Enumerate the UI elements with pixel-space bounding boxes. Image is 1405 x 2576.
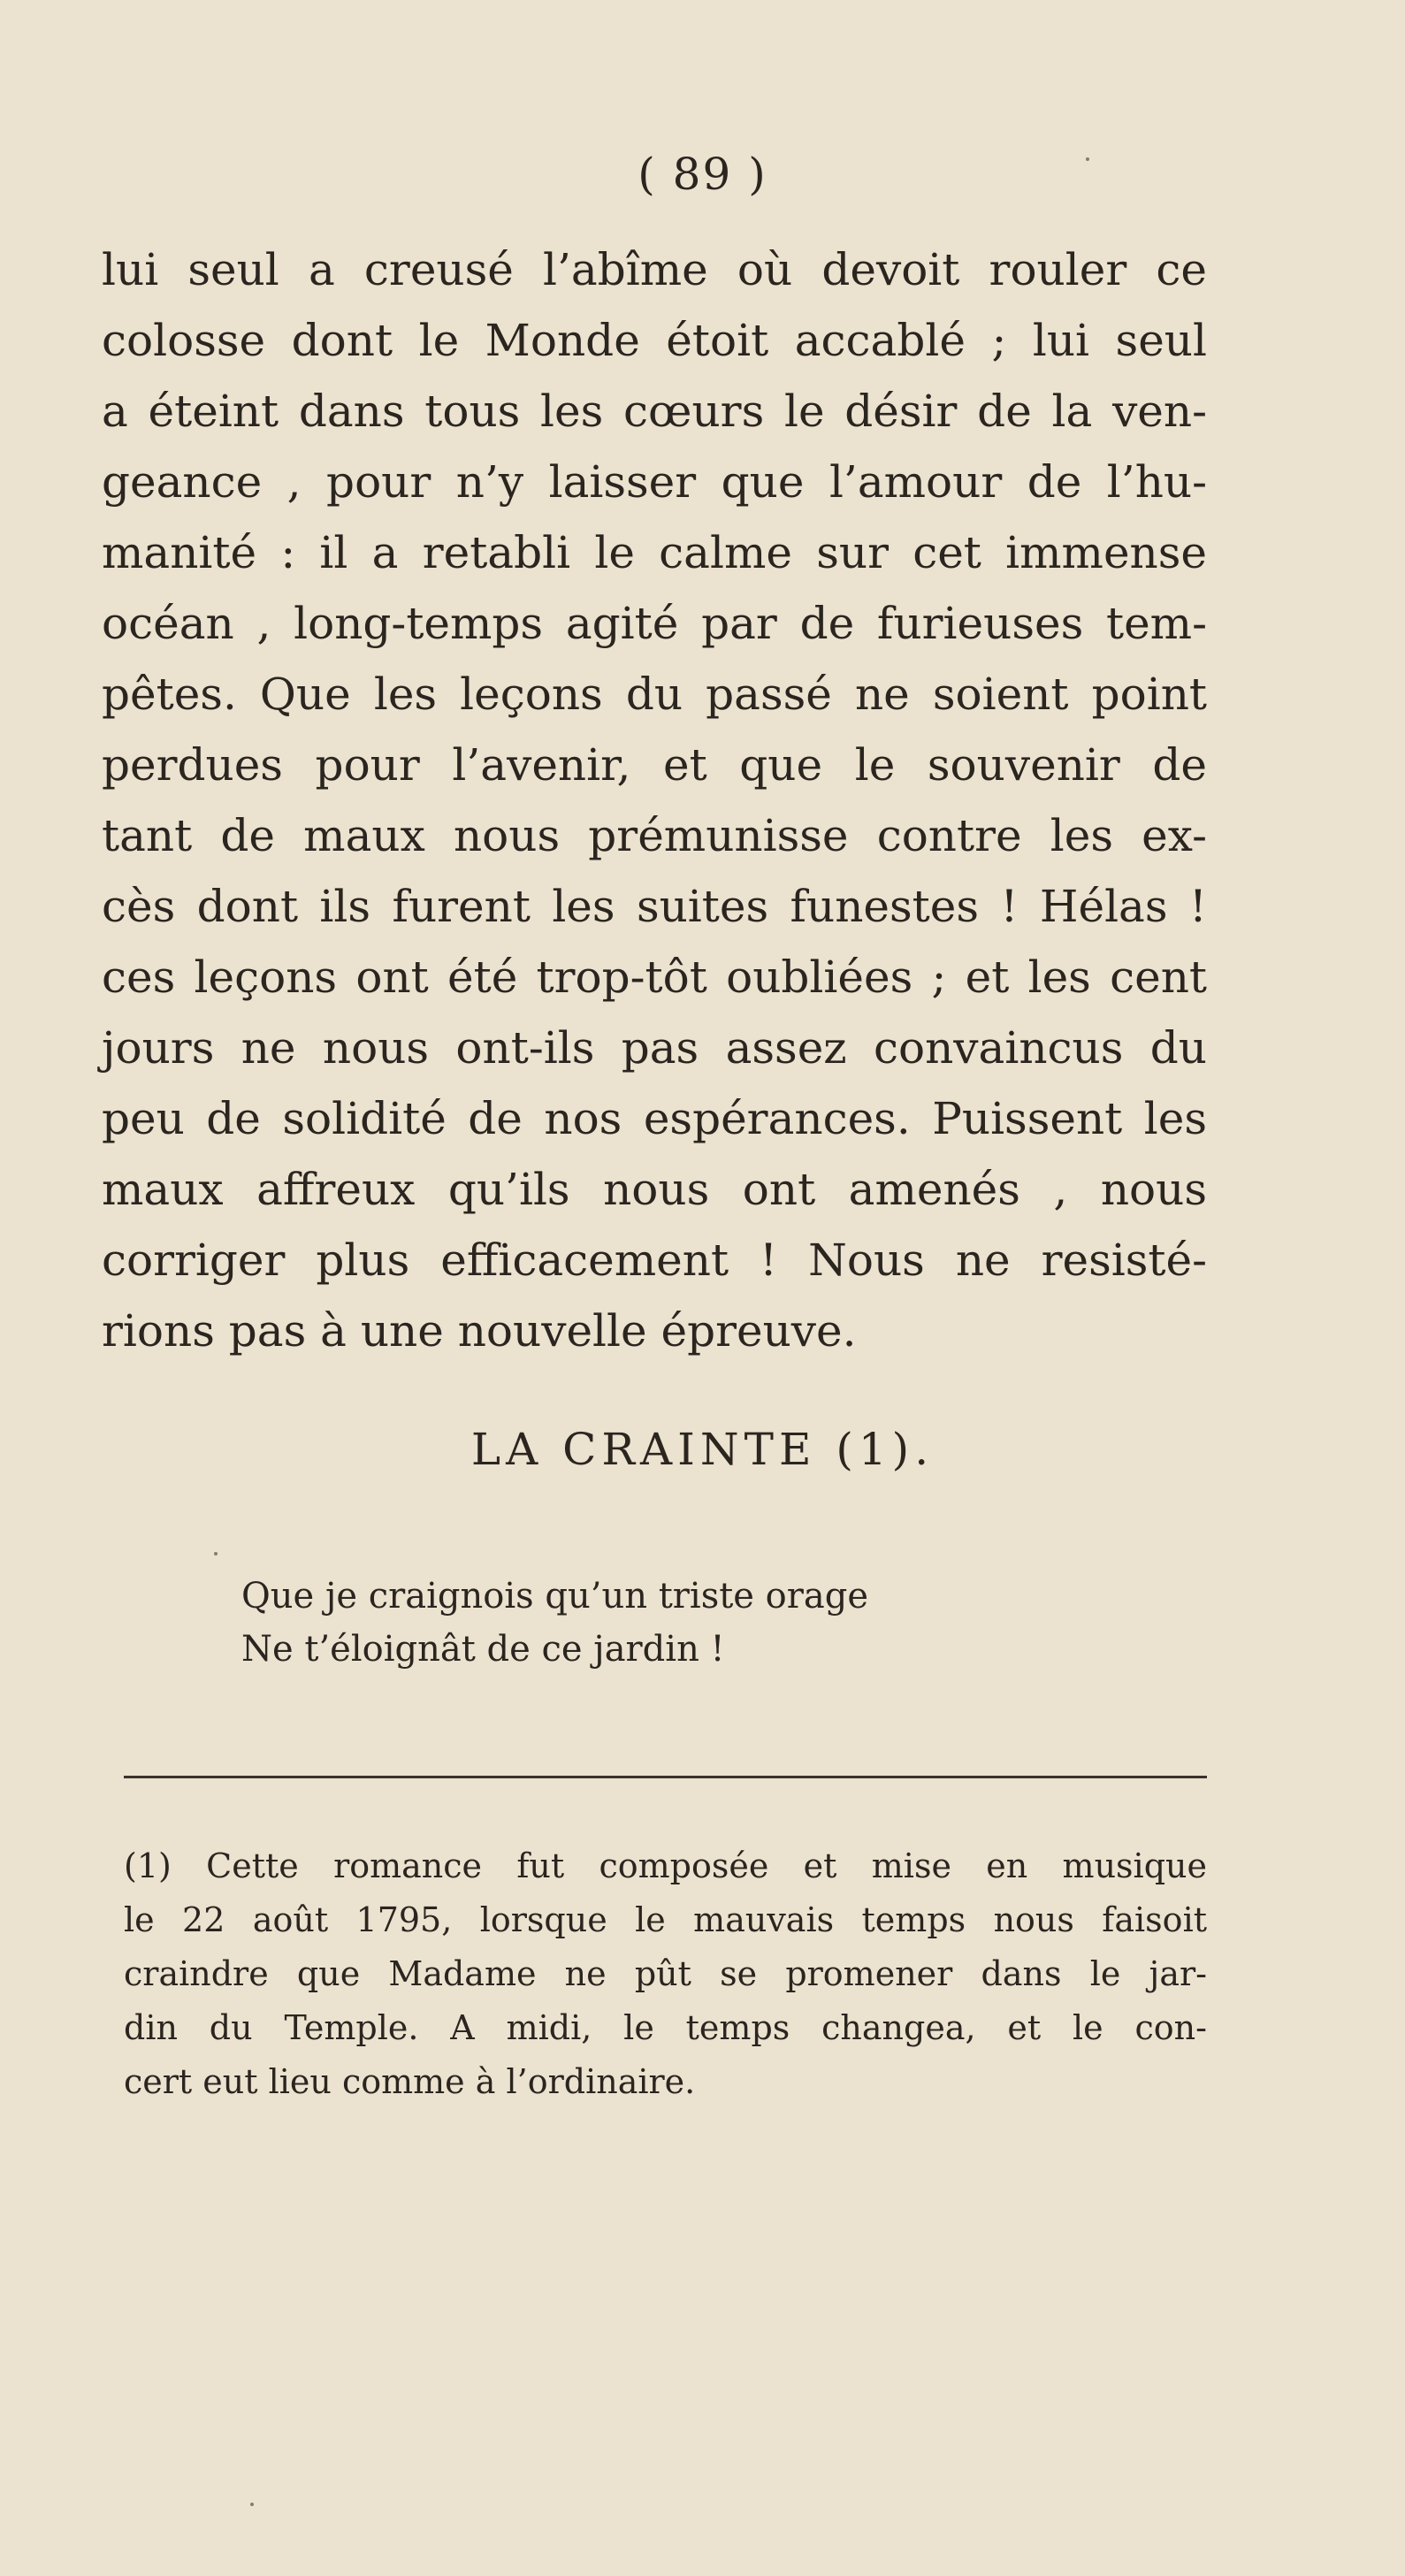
- body-line: océan , long-temps agité par de furieuses tem-: [102, 598, 1207, 649]
- footnote-line: craindre que Madame ne pût se promener dans le jar-: [124, 1954, 1207, 1993]
- body-line: geance , pour n’y laisser que l’amour de l’hu-: [102, 456, 1207, 508]
- footnote: [124, 1839, 1207, 2109]
- poem-verse: [241, 1570, 868, 1676]
- poem-line: Ne t’éloignât de ce jardin !: [241, 1629, 725, 1670]
- body-line: corriger plus efficacement ! Nous ne resisté-: [102, 1234, 1207, 1286]
- body-line: tant de maux nous prémunisse contre les ex-: [102, 810, 1207, 861]
- body-line: lui seul a creusé l’abîme où devoit rouler ce: [102, 244, 1207, 295]
- body-line: ces leçons ont été trop-tôt oubliées ; et les cent: [102, 952, 1207, 1003]
- body-line: colosse dont le Monde étoit accablé ; lui seul: [102, 315, 1207, 366]
- body-paragraph: [102, 234, 1207, 1366]
- poem-title: LA CRAINTE (1).: [470, 1424, 935, 1475]
- body-line: manité : il a retabli le calme sur cet immense: [102, 527, 1207, 578]
- footnote-line: din du Temple. A midi, le temps changea, et le con-: [124, 2008, 1207, 2047]
- page-number: ( 89 ): [638, 149, 767, 200]
- body-line: a éteint dans tous les cœurs le désir de la ven-: [102, 386, 1207, 437]
- paper-speck: [1086, 157, 1089, 161]
- body-line: peu de solidité de nos espérances. Puissent les: [102, 1093, 1207, 1144]
- footnote-line: le 22 août 1795, lorsque le mauvais temps nous faisoit: [124, 1900, 1207, 1939]
- paper-speck: [214, 1552, 218, 1556]
- body-line: rions pas à une nouvelle épreuve.: [102, 1305, 857, 1357]
- footnote-line: cert eut lieu comme à l’ordinaire.: [124, 2062, 696, 2101]
- footnote-line: (1) Cette romance fut composée et mise en musique: [124, 1846, 1207, 1885]
- body-line: perdues pour l’avenir, et que le souvenir de: [102, 739, 1207, 791]
- body-line: cès dont ils furent les suites funestes ! Hélas !: [102, 881, 1207, 932]
- poem-line: Que je craignois qu’un triste orage: [241, 1576, 869, 1617]
- paper-speck: [250, 2503, 254, 2506]
- body-line: jours ne nous ont-ils pas assez convaincus du: [102, 1022, 1207, 1074]
- footnote-divider: [124, 1776, 1207, 1778]
- body-line: pêtes. Que les leçons du passé ne soient point: [102, 669, 1207, 720]
- body-line: maux affreux qu’ils nous ont amenés , nous: [102, 1164, 1207, 1215]
